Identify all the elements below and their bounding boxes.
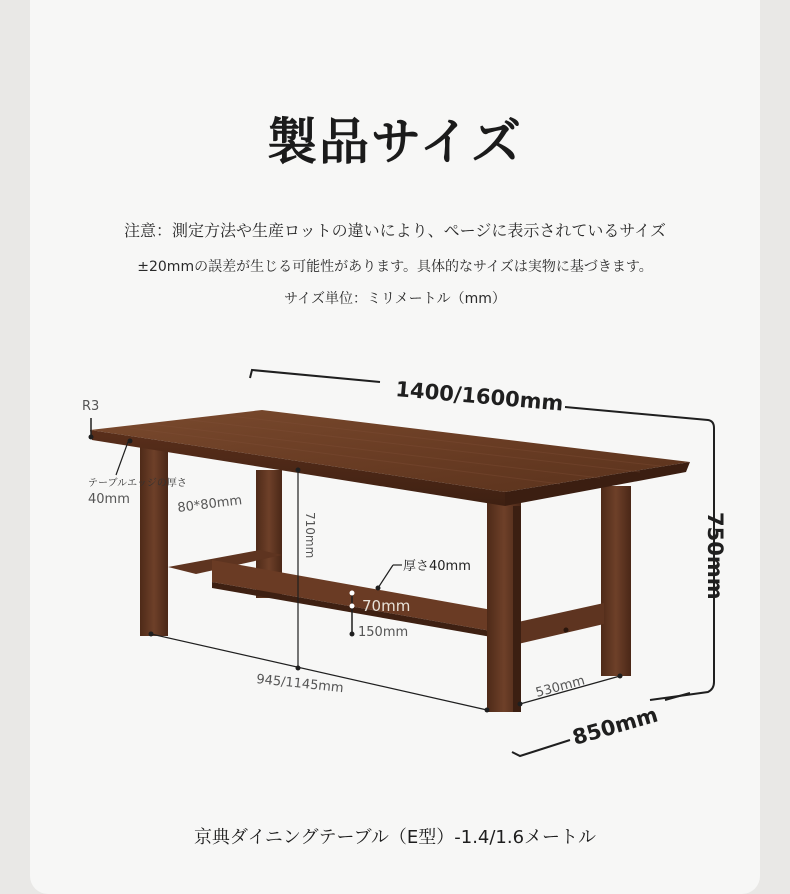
note-line-2: ±20mmの誤差が生じる可能性があります。具体的なサイズは実物に基づきます。 [137,259,653,275]
leg-size-label: 80*80mm [176,493,243,516]
right-side-stretcher [518,603,604,644]
tabletop [90,410,690,506]
height-label: 750mm [703,512,727,600]
depth-dim-line-left [512,740,570,756]
back-right-leg [601,486,631,676]
leg-height-label: 710mm [303,512,317,559]
stretcher-ground-label: 150mm [358,625,409,640]
edge-thickness-label: テーブルエッジの厚さ [88,478,187,489]
edge-thickness-value: 40mm [88,492,130,507]
width-dim-line-left [250,370,380,382]
note-line-3: サイズ単位：ミリメートル（mm） [284,291,506,307]
product-caption: 京典ダイニングテーブル（E型）-1.4/1.6メートル [193,827,597,848]
edge-leader [116,442,128,475]
note-line-1: 注意：測定方法や生産ロットの違いにより、ページに表示されているサイズ [123,221,667,240]
stretcher-height-label: 70mm [362,597,411,615]
page-title: 製品サイズ [267,113,523,171]
width-label: 1400/1600mm [394,377,565,416]
stretcher-thickness-label: 厚さ40mm [403,559,471,574]
depth-label: 850mm [569,702,661,750]
stretcher-leader [378,565,393,588]
depth-span-label: 530mm [534,673,587,701]
corner-label: R3 [82,399,100,414]
front-left-leg [140,446,168,636]
length-span-label: 945/1145mm [255,672,345,697]
length-span-line [151,634,487,710]
